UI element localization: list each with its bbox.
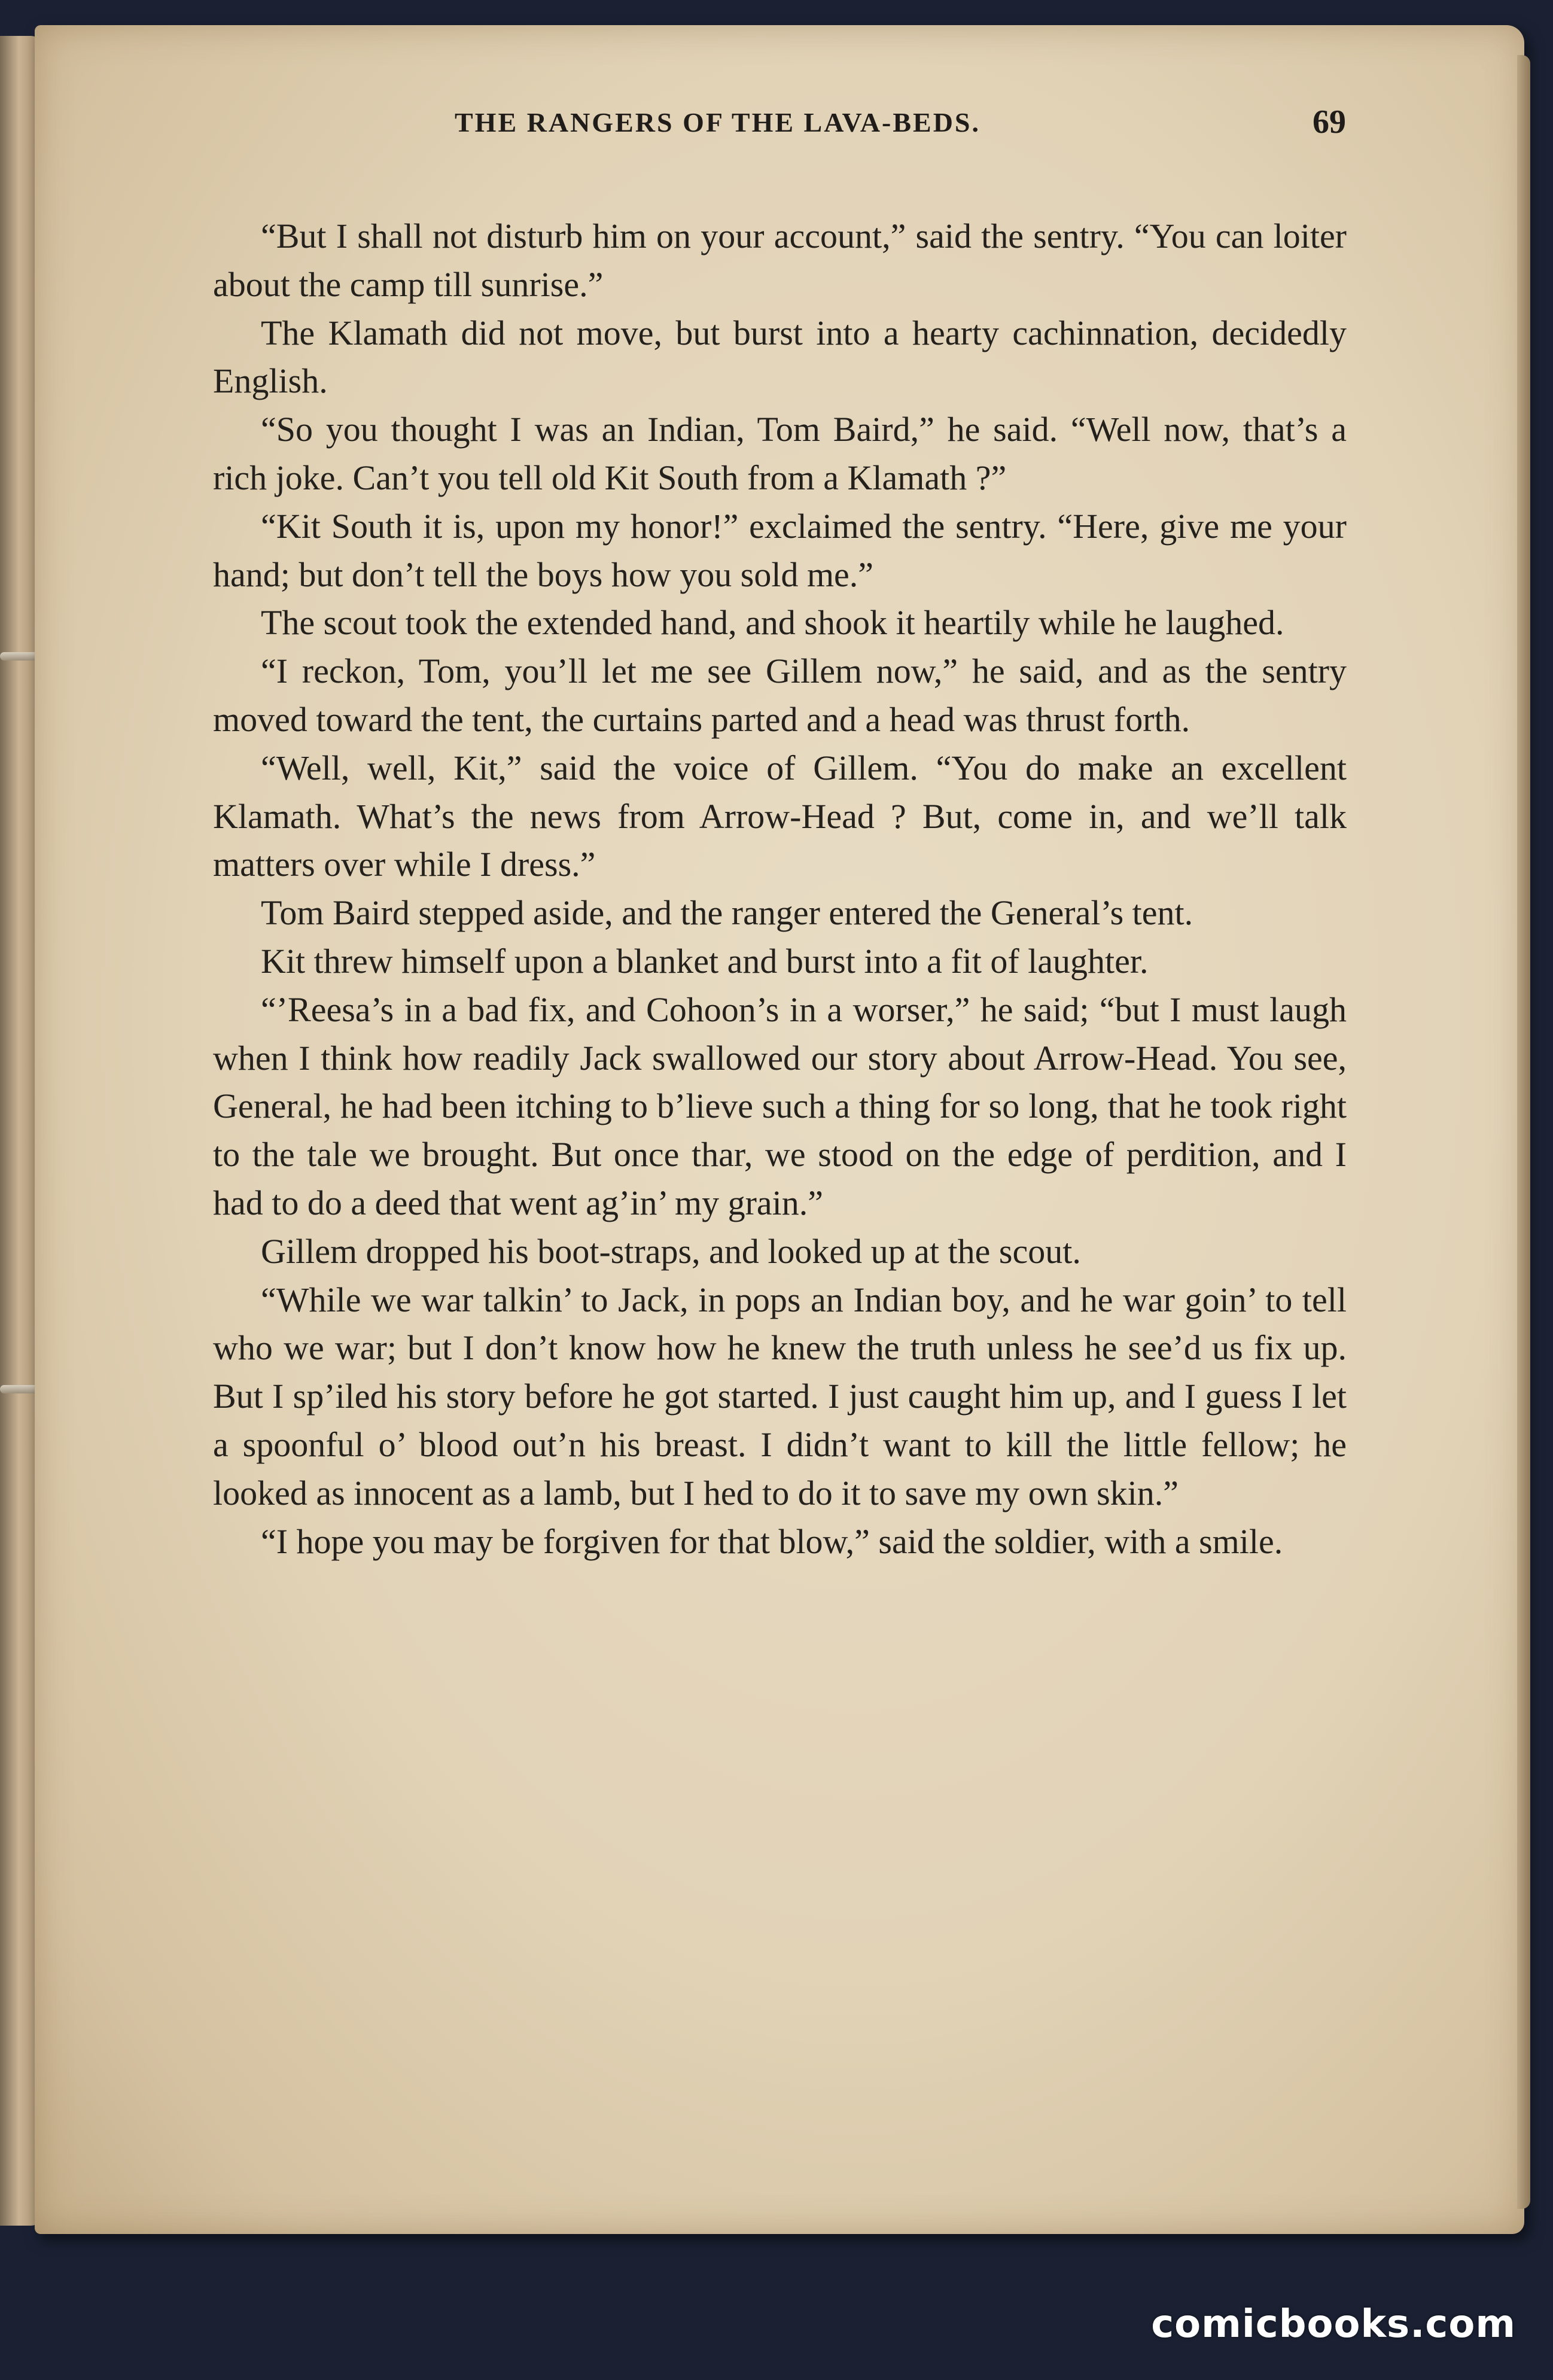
paragraph: “While we war talkin’ to Jack, in pops an Indian boy, and he war goin’ to tell who we war; but I don’t know how he knew the truth unless he see’d us fix up. But I sp’iled his story before he got started. I just caught him up, and I guess I let a spoonful o’ blood out’n his breast. I didn’t want to kill the little fellow; he looked as innocent as a lamb, but I hed to do it to save my own skin.”	[213, 1280, 1347, 1512]
paragraph: Gillem dropped his boot-straps, and looked up at the scout.	[261, 1231, 1081, 1271]
page-edge	[1517, 55, 1530, 2209]
paragraph: The Klamath did not move, but burst into a hearty cachinnation, decidedly English.	[213, 313, 1347, 401]
site-watermark: comicbooks.com	[1151, 2302, 1516, 2346]
page-number: 69	[1313, 104, 1346, 141]
body-text	[213, 212, 1347, 1566]
paragraph: “’Reesa’s in a bad fix, and Cohoon’s in a worser,” he said; “but I must laugh when I think how readily Jack swallowed our story about Arrow-Head. You see, General, he had been itching to b’lieve such a thing for so long, that he took right to the tale we brought. But once thar, we stood on the edge of perdition, and I had to do a deed that went ag’in’ my grain.”	[213, 990, 1347, 1222]
paragraph: “Kit South it is, upon my honor!” exclaimed the sentry. “Here, give me your hand; but don’t tell the boys how you sold me.”	[213, 506, 1347, 594]
paragraph: “Well, well, Kit,” said the voice of Gillem. “You do make an excellent Klamath. What’s the news from Arrow-Head ? But, come in, and we’ll talk matters over while I dress.”	[213, 748, 1347, 884]
paragraph: Tom Baird stepped aside, and the ranger entered the General’s tent.	[261, 893, 1193, 933]
paragraph: “I reckon, Tom, you’ll let me see Gillem now,” he said, and as the sentry moved toward the tent, the curtains parted and a head was thrust forth.	[213, 652, 1347, 739]
paragraph: “So you thought I was an Indian, Tom Baird,” he said. “Well now, that’s a rich joke. Can’t you tell old Kit South from a Klamath ?”	[213, 410, 1347, 497]
paragraph: Kit threw himself upon a blanket and burst into a fit of laughter.	[261, 941, 1149, 981]
paragraph: “I hope you may be forgiven for that blow,” said the soldier, with a smile.	[261, 1521, 1283, 1561]
paragraph: “But I shall not disturb him on your account,” said the sentry. “You can loiter about the camp till sunrise.”	[213, 217, 1347, 304]
running-head: THE RANGERS OF THE LAVA-BEDS.	[455, 107, 981, 138]
paragraph: The scout took the extended hand, and shook it heartily while he laughed.	[261, 603, 1284, 643]
page-header	[179, 96, 1346, 150]
